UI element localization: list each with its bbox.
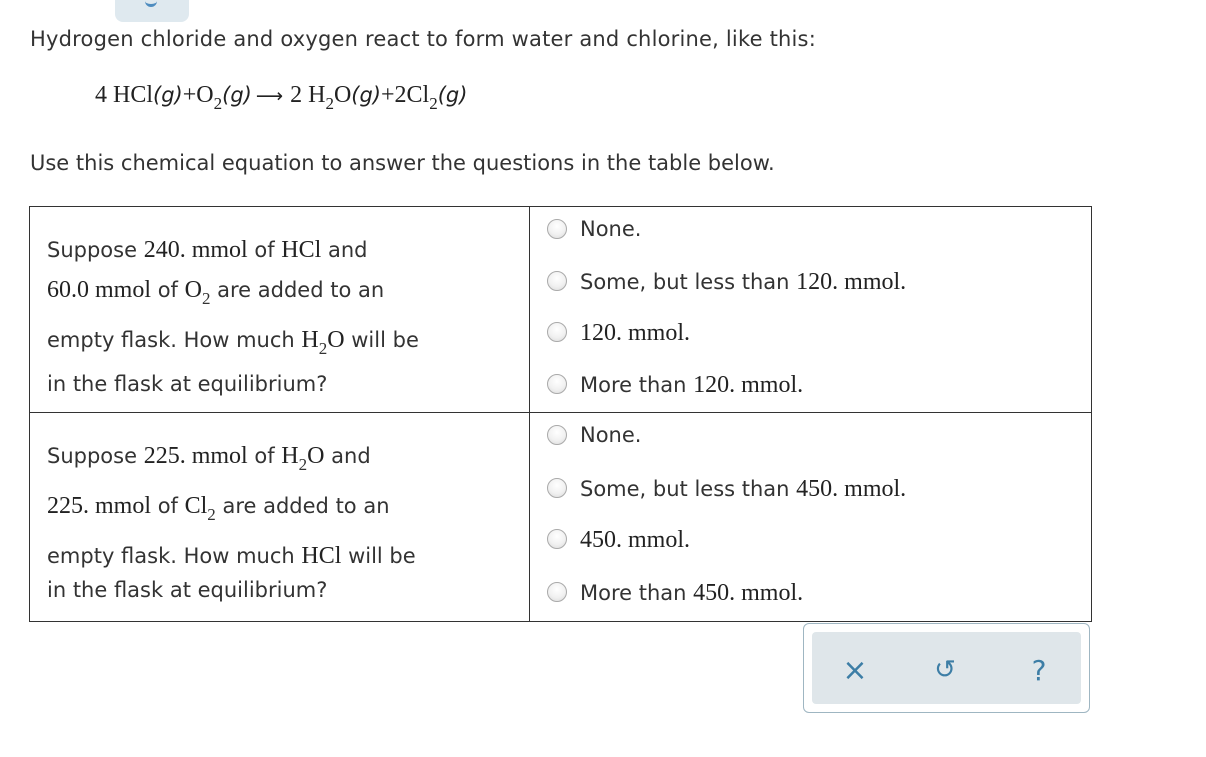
radio-button[interactable] xyxy=(547,374,567,394)
undo-button[interactable] xyxy=(930,654,960,686)
question-line: 225. mmol of $Cl_2$ are added to an xyxy=(47,493,390,524)
eq-subscript: 2 xyxy=(429,94,438,113)
species-name: O xyxy=(307,443,325,469)
radio-button[interactable] xyxy=(547,425,567,445)
chemical-equation xyxy=(95,82,468,113)
question-text xyxy=(47,433,517,613)
question-line: in the flask at equilibrium? xyxy=(47,372,328,396)
species-name: O xyxy=(327,327,345,353)
eq-coefficient: 2 xyxy=(394,82,407,108)
help-icon: ? xyxy=(1031,653,1047,687)
radio-button[interactable] xyxy=(547,478,567,498)
help-button[interactable] xyxy=(1024,654,1054,686)
answer-option[interactable] xyxy=(547,580,803,607)
question-cell xyxy=(30,207,530,413)
instructions-text: Use this chemical equation to answer the questions in the table below. xyxy=(30,151,775,175)
question-line: empty flask. How much $H_2O$ will be xyxy=(47,327,419,358)
eq-plus: + xyxy=(381,82,395,108)
amount-value: 60.0 mmol xyxy=(47,277,152,303)
option-label: None. xyxy=(580,423,642,447)
eq-state: (g) xyxy=(437,83,468,107)
question-cell xyxy=(30,413,530,622)
species-name: HCl xyxy=(281,237,322,263)
intro-text: Hydrogen chloride and oxygen react to form water and chlorine, like this: xyxy=(30,27,816,51)
top-tab[interactable] xyxy=(115,0,189,22)
eq-species: O xyxy=(333,82,352,108)
answer-toolbar xyxy=(803,623,1090,713)
species-name: O xyxy=(184,277,202,303)
answer-option[interactable] xyxy=(547,269,906,296)
answer-option[interactable] xyxy=(547,372,803,399)
eq-species: O xyxy=(196,82,214,108)
answer-option[interactable] xyxy=(547,527,690,554)
eq-state: (g) xyxy=(222,83,252,107)
answer-cell xyxy=(530,207,1092,413)
question-line: 60.0 mmol of $O_2$ are added to an xyxy=(47,277,385,308)
species-name: HCl xyxy=(301,543,342,569)
answer-option[interactable] xyxy=(547,423,641,447)
table-row xyxy=(30,413,1092,622)
question-table xyxy=(29,206,1092,622)
question-text xyxy=(47,227,517,407)
option-label: None. xyxy=(580,217,642,241)
undo-icon: ↺ xyxy=(934,655,956,685)
amount-value: 225. mmol xyxy=(143,443,248,469)
species-name: H xyxy=(281,443,299,469)
eq-coefficient: 2 xyxy=(290,82,303,108)
question-line: Suppose 240. mmol of HCl and xyxy=(47,237,368,263)
table-row xyxy=(30,207,1092,413)
species-name: Cl xyxy=(184,493,208,519)
option-label: More than 120. mmol. xyxy=(580,372,804,398)
radio-button[interactable] xyxy=(547,322,567,342)
species-name: H xyxy=(301,327,319,353)
answer-cell xyxy=(530,413,1092,622)
chevron-down-icon xyxy=(145,0,157,7)
eq-coefficient: 4 xyxy=(95,82,107,108)
eq-state: (g) xyxy=(351,83,381,107)
question-line: empty flask. How much HCl will be xyxy=(47,543,416,569)
answer-option[interactable] xyxy=(547,476,906,503)
answer-option[interactable] xyxy=(547,320,690,347)
close-icon: × xyxy=(842,652,868,688)
question-line: in the flask at equilibrium? xyxy=(47,578,328,602)
option-label: Some, but less than 450. mmol. xyxy=(580,476,907,502)
radio-button[interactable] xyxy=(547,582,567,602)
eq-species: Cl xyxy=(406,82,430,108)
toolbar-panel xyxy=(812,632,1081,704)
question-line: Suppose 225. mmol of $H_2O$ and xyxy=(47,443,371,474)
answer-option[interactable] xyxy=(547,217,641,241)
eq-species: HCl xyxy=(113,82,154,108)
eq-species: H xyxy=(308,82,326,108)
clear-button[interactable] xyxy=(840,654,870,686)
option-label: Some, but less than 120. mmol. xyxy=(580,269,907,295)
eq-subscript: 2 xyxy=(325,94,334,113)
reaction-arrow-icon: ⟶ xyxy=(255,85,284,107)
option-label: 450. mmol. xyxy=(580,527,691,553)
option-label: More than 450. mmol. xyxy=(580,580,804,606)
eq-plus: + xyxy=(182,82,197,108)
radio-button[interactable] xyxy=(547,219,567,239)
radio-button[interactable] xyxy=(547,271,567,291)
option-label: 120. mmol. xyxy=(580,320,691,346)
amount-value: 240. mmol xyxy=(143,237,248,263)
amount-value: 225. mmol xyxy=(47,493,152,519)
radio-button[interactable] xyxy=(547,529,567,549)
eq-state: (g) xyxy=(153,83,183,107)
eq-subscript: 2 xyxy=(213,94,223,113)
